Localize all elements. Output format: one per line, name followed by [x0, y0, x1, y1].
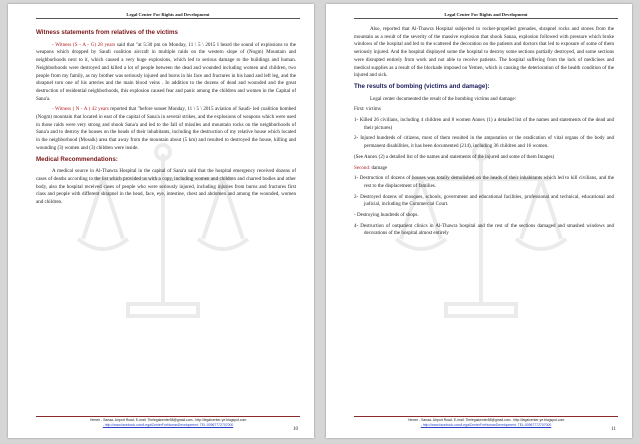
section-heading-medical: Medical Recommendations: — [36, 155, 118, 163]
damage-label — [354, 165, 614, 173]
page-body — [354, 26, 614, 241]
witness-1-speaker: - Witness (S - A - G) 28 years — [52, 41, 116, 48]
section-heading-results: The results of bombing (victims and damage): — [354, 82, 490, 90]
list-item: - Destroying hundreds of shops. — [354, 212, 419, 219]
witness-1-text: said that "at 5:30 pm on Monday, 11 \ 5 \ 2015 I heard the sound of explosions to the weapons which dropped by Saudi coalition aircraft in multiple raids on the western slope of (Nogm) Mountain and neighborhoods next to it, which caused a very huge explosions, which led to serious damage to the buildings and human. Neighborhoods were destroyed and killed a lot of people between the dead and wounded including women and children, two people from my family, as my brother was seriously injured and burns in his face and fractures in his hand and left leg, and the shrapnel torn one of his arteries and the main blood veins . In addition to the dozens of dead and wounded and the great destruction of residential neighborhoods, this explosion caused fear and panic among the children and women in the Capital of Sana'a. — [36, 41, 296, 102]
footer-contact-line: Yemen - Sanaa- Airport Road- E-mail: Thelegalcenter58@gmail.com - http://legalcenter-ye.blogspot.com — [407, 418, 565, 422]
witness-statement-2 — [36, 106, 296, 152]
section-heading-witness: Witness statements from relatives of the victims — [36, 29, 178, 36]
witness-2-text: reported that "before sunset Monday, 11 \ 5 \ 2015 aviation of Saudi- led coalition bombed (Nogm) mountain that located in east of the capital of Sana'a in several strikes, and the explosions of weapons which were used in those raids were very strong and shook Sana'a and led to the fall of missiles and mountain rocks on the neighborhoods of Sana'a and to destroy the houses on the heads of their inhabitants, including the destruction of my relative house which located in the neighborhood (Mosaik) area that away from the mountain about (5 km) and resulted to destroyed the house, killing and wounding (3) women and (3) children were inside. — [36, 106, 296, 151]
medical-paragraph: A medical source in Al-Thawra Hospital in the capital of Sana'a said that the hospital emergency received dozens of cases of deaths according to the list which provided us with a copy, including women and children and charred bodies and other body, also the hospital received cases of people who were seriously injured, including injuries from burns and fractures first class and people with different shrapnel in the head, face, eye, intestine, chest and abdomen and among the wounded, women and children. — [36, 168, 296, 206]
page-number: 10 — [293, 427, 298, 432]
page-footer — [354, 416, 618, 429]
document-page-right — [326, 4, 632, 438]
witness-2-speaker: - Witness ( N - A ) 42 years — [52, 106, 109, 113]
results-intro: Legal center documented the result of the bombing victims and damage: — [370, 95, 517, 102]
footer-facebook-link[interactable]: - http://www.facebook.com/LegalCenterForHumanDevelopment. TEL:00967772707000 — [102, 423, 234, 427]
list-item: 2- Destroyed dozens of mosques, schools, government and educational facilities, professional and technical, educational and judicial, including the Commercial Court. — [354, 193, 614, 208]
footer-contact-line: Yemen - Sanaa- Airport Road- E-mail: Thelegalcenter58@gmail.com - http://legalcenter-ye.blogspot.com — [89, 418, 247, 422]
witness-statement-1 — [36, 42, 296, 104]
list-item: 4- Destruction of outpatient clinics in Al-Thawra hospital and the rest of the sections damaged and smashed windows and decorations of the hospital almost entirely — [354, 222, 614, 237]
list-item: 1- Destruction of dozens of houses was totally demolished on the heads of their inhabitants which led to kill civilians, and the rest to the displacement of families. — [354, 175, 614, 189]
page-header: Legal Center For Rights and Development — [354, 12, 618, 19]
footer-facebook-link[interactable]: - http://www.facebook.com/LegalCenterForHumanDevelopment. TEL:00967772707000 — [420, 423, 552, 427]
page-header: Legal Center For Rights and Development — [36, 12, 300, 19]
list-item: 1- Killed 26 civilians, including 4 children and 8 women Annex (1) a detailed list of the names and statements of the dead and their pictures) — [354, 117, 614, 131]
page-footer — [36, 416, 300, 429]
page-number: 11 — [611, 427, 616, 432]
victims-label: First: victims — [354, 106, 381, 113]
document-page-left — [8, 4, 314, 438]
list-item: 2- Injured hundreds of citizens, most of them resulted in the amputation or the eradication of vital organs of the body and permanent disabilities, it has been documented (214), including 36 children and 16 women. — [354, 135, 614, 150]
hospital-paragraph: Also, reported that Al-Thawra Hospital subjected to rocket-propelled grenades, shrapnel rocks and stones from the mountain as a result of the severity of the massive explosion that shook Sanaa, explosion followed with pressure which broke windows of the hospital and led to the scattered the decoration on the patients and doctors that led to exposure of some of them seriously injured. And the hospital displayed some the hospital to destroy some sections partially destroyed, and some sections were disrupted entirely from work and not able to receive patients. The hospital suffering from the lack of medicines and medical supplies as a result of the blockade imposed on Yemen, which is causing the deterioration of the health condition of the injured and sick. — [354, 26, 614, 79]
damage-word: damage — [370, 164, 388, 171]
annex-note: (See Annex (2) a detailed list of the names and statements of the injured and some of them Images) — [354, 153, 555, 160]
page-body — [36, 26, 296, 210]
second-label: Second: — [354, 164, 371, 171]
